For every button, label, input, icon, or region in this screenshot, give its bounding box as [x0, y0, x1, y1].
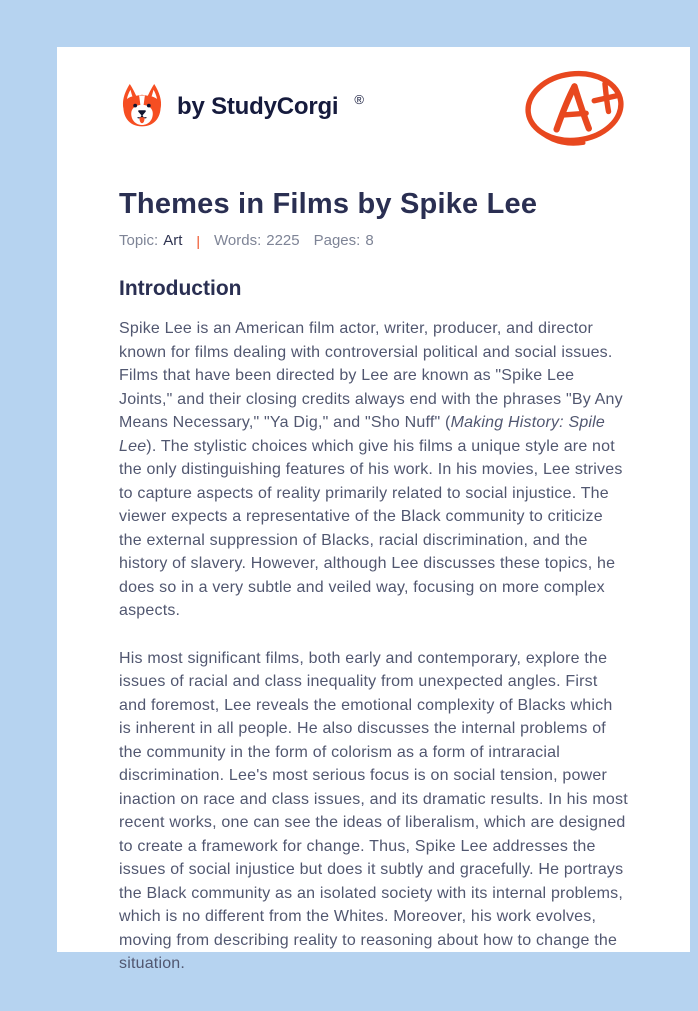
words-count: [214, 232, 300, 249]
essay-content: [119, 276, 628, 976]
paragraph-1-text-a: Spike Lee is an American film actor, writer, producer, and director known for films dealing with controversial political and social issues. Films that have been directed by Lee are known as "Spike Lee Joints," and their closing credits always end with the phrases "By Any Means Necessary," "Ya Dig," and "Sho Nuff" (: [119, 320, 623, 431]
words-label: Words:: [214, 232, 262, 249]
paragraph-1-italic-title: Making History: Spile Lee: [119, 414, 606, 455]
topic-link[interactable]: Art: [163, 232, 183, 249]
topic-label: Topic:: [119, 232, 159, 249]
essay-title: Themes in Films by Spike Lee: [119, 188, 538, 220]
essay-meta: [119, 232, 628, 249]
meta-divider: |: [196, 232, 200, 249]
a-plus-grade-icon: [521, 64, 628, 150]
brand-text: by StudyCorgi: [177, 93, 339, 120]
pages-count: [314, 232, 374, 249]
paragraph-1-text-b: ). The stylistic choices which give his films a unique style are not the only distinguishing features of his work. In his movies, Lee strives to capture aspects of reality primarily related to social injustice. The viewer expects a representative of the Black community to criticize the external suppression of Blacks, racial discrimination, and the history of slavery. However, although Lee discusses these topics, he does so in a very subtle and veiled way, focusing on more complex aspects.: [119, 437, 623, 619]
page-background: [0, 47, 698, 972]
paragraph-2: His most significant films, both early and contemporary, explore the issues of racial and class inequality from unexpected angles. First and foremost, Lee reveals the emotional complexity of Blacks which is inherent in all people. He also discusses the internal problems of the community in the form of colorism as a form of intraracial discrimination. Lee's most serious focus is on social tension, power inaction on race and class issues, and its dramatic results. In his most recent works, one can see the ideas of liberalism, which are designed to create a framework for change. Thus, Spike Lee addresses the issues of social injustice but does it subtly and gracefully. He portrays the Black community as an isolated society with its internal problems, which is no different from the Whites. Moreover, his work evolves, moving from describing reality to reasoning about how to change the situation.: [119, 649, 628, 972]
pages-label: Pages:: [313, 232, 361, 249]
corgi-icon: [119, 83, 165, 131]
paragraph-1: [119, 317, 628, 623]
section-heading-introduction: Introduction: [119, 277, 242, 300]
pages-value: 8: [365, 232, 374, 249]
studycorgi-logo: [119, 83, 364, 131]
card-header: [119, 62, 628, 152]
document-card: [57, 47, 690, 972]
words-value: 2225: [266, 232, 300, 249]
registered-trademark: ®: [354, 91, 364, 107]
